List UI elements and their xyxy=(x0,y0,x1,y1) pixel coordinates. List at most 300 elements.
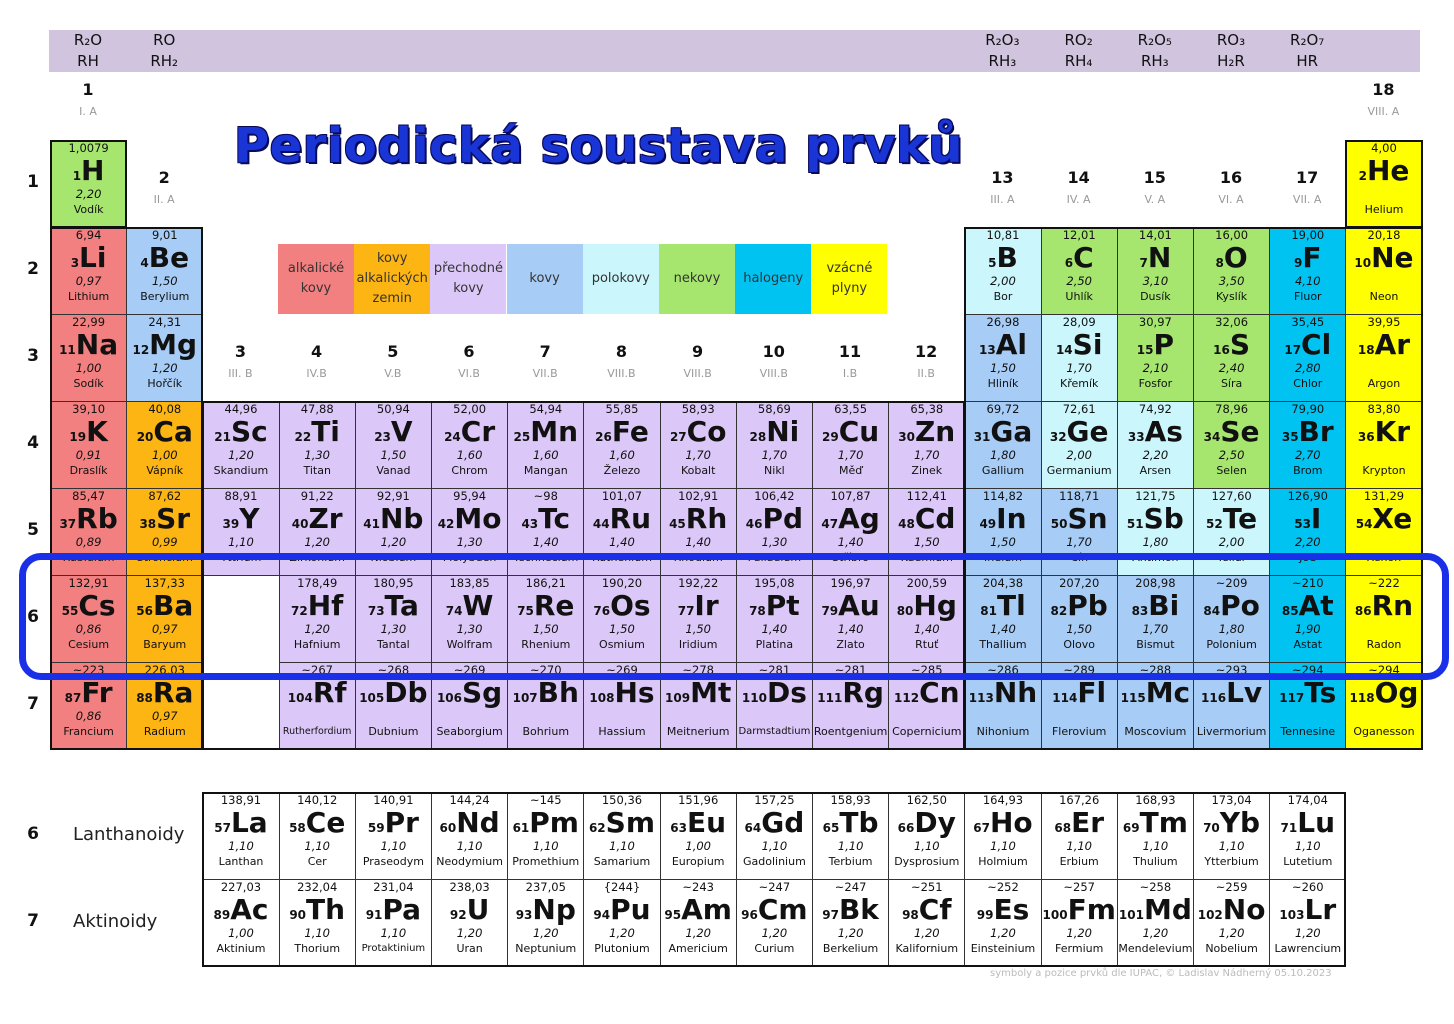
element-symbol xyxy=(356,676,431,715)
element-name: Protaktinium xyxy=(361,943,426,954)
formula-hydride: HR xyxy=(1296,52,1319,70)
atomic-mass: ~281 xyxy=(834,663,867,677)
symbol-text: Pr xyxy=(384,806,419,839)
header-formula xyxy=(1269,30,1345,72)
atomic-mass: 32,06 xyxy=(1215,315,1249,329)
atomic-mass: ~243 xyxy=(682,880,714,894)
atomic-number: 89 xyxy=(213,908,231,922)
electronegativity: 1,00 xyxy=(228,926,254,940)
element-symbol xyxy=(1118,676,1193,715)
atomic-mass: ~267 xyxy=(301,663,333,677)
symbol-text: Db xyxy=(384,676,428,709)
period-label: 2 xyxy=(27,259,39,279)
symbol-text: Co xyxy=(686,415,727,448)
atomic-number: 31 xyxy=(973,430,991,444)
symbol-text: Lv xyxy=(1226,676,1263,709)
symbol-text: Te xyxy=(1222,502,1258,535)
atomic-mass: 114,82 xyxy=(982,489,1024,503)
atomic-mass: 39,95 xyxy=(1367,315,1401,329)
atomic-mass: 207,20 xyxy=(1059,576,1100,590)
element-cell-np xyxy=(507,879,584,967)
atomic-number: 34 xyxy=(1203,430,1221,444)
atomic-mass: 40,08 xyxy=(148,402,182,416)
electronegativity: 1,00 xyxy=(685,839,711,853)
atomic-number: 39 xyxy=(222,517,240,531)
symbol-text: As xyxy=(1144,415,1183,448)
atomic-number: 100 xyxy=(1042,908,1068,922)
atomic-mass: ~270 xyxy=(529,663,562,677)
electronegativity: 1,50 xyxy=(913,535,940,549)
element-name: Krypton xyxy=(1362,464,1406,477)
symbol-text: Eu xyxy=(687,806,727,839)
group-number: 13 xyxy=(991,168,1014,187)
element-name: Bismut xyxy=(1136,638,1175,651)
atomic-number: 64 xyxy=(744,821,762,835)
electronegativity: 0,97 xyxy=(75,274,102,288)
atomic-mass: 192,22 xyxy=(678,576,719,590)
symbol-text: Cu xyxy=(838,415,880,448)
element-cell-p xyxy=(1117,314,1194,402)
group-number: 2 xyxy=(158,168,170,187)
symbol-text: Lu xyxy=(1297,806,1336,839)
element-name: Měď xyxy=(838,464,863,477)
atomic-mass: 19,00 xyxy=(1291,228,1325,242)
atomic-number: 115 xyxy=(1120,691,1146,705)
atomic-number: 75 xyxy=(517,604,534,618)
element-name: Astat xyxy=(1293,638,1323,651)
element-name: Dusík xyxy=(1140,290,1171,303)
group-roman: II.B xyxy=(917,367,935,380)
electronegativity: 1,50 xyxy=(990,361,1016,375)
symbol-text: Se xyxy=(1220,415,1260,448)
symbol-text: Pa xyxy=(382,893,422,926)
atomic-mass: 22,99 xyxy=(72,315,106,329)
element-name: Lawrencium xyxy=(1274,942,1342,955)
element-name: Radium xyxy=(143,725,186,738)
atomic-number: 105 xyxy=(359,691,385,705)
atomic-mass: 138,91 xyxy=(220,793,262,807)
atomic-number: 103 xyxy=(1279,908,1305,922)
element-name: Olovo xyxy=(1063,638,1096,651)
atomic-mass: 131,29 xyxy=(1363,489,1405,503)
formula-hydride: RH₄ xyxy=(1064,52,1093,70)
element-symbol xyxy=(661,676,736,715)
atomic-number: 77 xyxy=(677,604,695,618)
group-roman: I. A xyxy=(79,105,97,118)
atomic-number: 107 xyxy=(512,691,538,705)
symbol-text: Cn xyxy=(919,676,960,709)
formula-oxide: RO₃ xyxy=(1216,31,1246,49)
symbol-text: Nh xyxy=(993,676,1038,709)
element-name: Selen xyxy=(1216,464,1247,477)
group-roman: VIII. A xyxy=(1367,105,1400,118)
symbol-text: Gd xyxy=(761,806,805,839)
element-name: Promethium xyxy=(512,855,580,868)
atomic-number: 104 xyxy=(287,691,313,705)
atomic-number: 54 xyxy=(1355,517,1373,531)
atomic-mass: 227,03 xyxy=(220,880,262,894)
atomic-mass: 162,50 xyxy=(906,793,947,807)
symbol-text: Tb xyxy=(839,806,879,839)
atomic-mass: ~257 xyxy=(1063,880,1095,894)
symbol-text: Rb xyxy=(76,502,118,535)
atomic-number: 50 xyxy=(1050,517,1068,531)
element-name: Gadolinium xyxy=(742,855,806,868)
electronegativity: 1,10 xyxy=(304,839,330,853)
atomic-number: 92 xyxy=(449,908,467,922)
symbol-text: Yb xyxy=(1219,806,1261,839)
element-name: Křemík xyxy=(1059,377,1099,390)
electronegativity: 1,20 xyxy=(1294,926,1321,940)
element-name: Molybden xyxy=(442,551,497,564)
element-name: Livermorium xyxy=(1196,725,1267,738)
atomic-mass: 16,00 xyxy=(1215,228,1249,242)
atomic-number: 32 xyxy=(1049,430,1067,444)
element-name: Rutherfordium xyxy=(282,726,352,737)
atomic-number: 6 xyxy=(1064,256,1074,270)
electronegativity: 1,50 xyxy=(532,622,559,636)
atomic-number: 111 xyxy=(817,691,843,705)
atomic-number: 58 xyxy=(289,821,306,835)
electronegativity: 1,50 xyxy=(151,274,178,288)
element-name: Titan xyxy=(303,464,331,477)
element-cell-be xyxy=(126,227,203,315)
electronegativity: 2,00 xyxy=(1066,448,1092,462)
element-cell-eu xyxy=(660,792,737,880)
series-period: 7 xyxy=(27,911,39,931)
atomic-number: 16 xyxy=(1213,343,1230,357)
formula-oxide: R₂O₃ xyxy=(985,31,1020,49)
element-name: Tennesine xyxy=(1280,725,1336,738)
element-name: Radon xyxy=(1366,638,1402,651)
electronegativity: 1,40 xyxy=(609,535,635,549)
element-cell-h xyxy=(50,140,127,228)
element-cell-br xyxy=(1269,401,1346,489)
electronegativity: 1,20 xyxy=(228,448,254,462)
symbol-text: Sr xyxy=(156,502,191,535)
element-name: Indium xyxy=(984,551,1022,564)
group-label xyxy=(1117,168,1193,208)
element-symbol xyxy=(1042,676,1117,715)
atomic-number: 35 xyxy=(1281,430,1299,444)
symbol-text: Hf xyxy=(307,589,344,622)
atomic-number: 15 xyxy=(1136,343,1154,357)
group-label xyxy=(431,342,507,382)
group-roman: II. A xyxy=(153,193,175,206)
element-name: Fluor xyxy=(1293,290,1322,303)
symbol-text: Ti xyxy=(311,415,340,448)
atomic-mass: 173,04 xyxy=(1211,793,1252,807)
electronegativity: 1,10 xyxy=(837,839,864,853)
element-name: Kadmium xyxy=(900,551,953,564)
element-name: Fosfor xyxy=(1138,377,1173,390)
symbol-text: Cl xyxy=(1301,328,1332,361)
group-label xyxy=(964,168,1040,208)
symbol-text: Ir xyxy=(694,589,719,622)
electronegativity: 1,10 xyxy=(228,839,254,853)
atomic-number: 102 xyxy=(1197,908,1223,922)
group-number: 15 xyxy=(1143,168,1166,187)
electronegativity: 4,10 xyxy=(1294,274,1321,288)
element-name: Lutetium xyxy=(1283,855,1333,868)
atomic-mass: 50,94 xyxy=(376,402,410,416)
atomic-number: 108 xyxy=(589,691,615,705)
atomic-mass: 6,94 xyxy=(75,228,102,242)
atomic-mass: ~252 xyxy=(987,880,1019,894)
element-name: Seaborgium xyxy=(436,725,503,738)
page-title: Periodická soustava prvků xyxy=(234,118,964,174)
symbol-text: At xyxy=(1298,589,1334,622)
electronegativity: 1,20 xyxy=(532,926,559,940)
element-symbol xyxy=(1346,154,1421,193)
series-period: 6 xyxy=(27,824,39,844)
legend-item-alkaline: kovy alkalických zemin xyxy=(354,244,430,314)
period-6-highlight-frame xyxy=(19,553,1449,680)
atomic-number: 78 xyxy=(749,604,766,618)
group-label xyxy=(126,168,202,208)
symbol-text: Bi xyxy=(1148,589,1180,622)
atomic-mass: 208,98 xyxy=(1135,576,1176,590)
element-name: Roentgenium xyxy=(813,725,888,738)
atomic-mass: ~247 xyxy=(834,880,867,894)
symbol-text: La xyxy=(230,806,268,839)
symbol-text: Ds xyxy=(766,676,807,709)
electronegativity: 2,20 xyxy=(1294,535,1321,549)
atomic-number: 106 xyxy=(436,691,463,705)
element-cell-th xyxy=(279,879,356,967)
element-name: Hassium xyxy=(598,725,646,738)
element-name: Osmium xyxy=(599,638,645,651)
electronegativity: 1,80 xyxy=(1218,622,1245,636)
atomic-number: 80 xyxy=(896,604,914,618)
group-roman: IV. A xyxy=(1066,193,1091,206)
element-cell-n xyxy=(1117,227,1194,315)
atomic-mass: ~222 xyxy=(1368,576,1400,590)
element-name: Oganesson xyxy=(1353,725,1415,738)
element-name: Síra xyxy=(1220,377,1243,390)
symbol-text: Nb xyxy=(380,502,424,535)
atomic-mass: 14,01 xyxy=(1138,228,1172,242)
electronegativity: 1,20 xyxy=(1142,926,1169,940)
element-cell-li xyxy=(50,227,127,315)
electronegativity: 1,20 xyxy=(761,926,788,940)
symbol-text: Ts xyxy=(1304,676,1337,709)
symbol-text: Bk xyxy=(838,893,879,926)
atomic-number: 8 xyxy=(1215,256,1224,270)
atomic-mass: 158,93 xyxy=(830,793,871,807)
electronegativity: 1,20 xyxy=(685,926,711,940)
header-formula xyxy=(1041,30,1117,72)
electronegativity: 1,40 xyxy=(837,535,864,549)
element-name: Flerovium xyxy=(1051,725,1107,738)
symbol-text: Br xyxy=(1298,415,1334,448)
electronegativity: 0,89 xyxy=(75,535,102,549)
electronegativity: 1,70 xyxy=(1066,535,1092,549)
atomic-number: 48 xyxy=(898,517,915,531)
element-name: Thorium xyxy=(294,942,341,955)
element-cell-ho xyxy=(964,792,1041,880)
electronegativity: 1,30 xyxy=(456,535,483,549)
atomic-number: 91 xyxy=(365,908,383,922)
symbol-text: Fr xyxy=(81,676,113,709)
element-name: Samarium xyxy=(593,855,651,868)
element-name: Bor xyxy=(993,290,1013,303)
element-name: Helium xyxy=(1364,203,1404,216)
element-cell-lu xyxy=(1269,792,1346,880)
electronegativity: 1,70 xyxy=(913,448,940,462)
group-number: 4 xyxy=(311,342,323,361)
element-name: Cer xyxy=(307,855,327,868)
symbol-text: I xyxy=(1310,502,1322,535)
element-cell-es xyxy=(964,879,1041,967)
electronegativity: 0,86 xyxy=(75,622,102,636)
element-name: Nihonium xyxy=(976,725,1030,738)
period-label: 1 xyxy=(27,172,39,192)
symbol-text: Zn xyxy=(915,415,956,448)
atomic-number: 61 xyxy=(512,821,530,835)
atomic-mass: {244} xyxy=(603,880,641,894)
atomic-number: 33 xyxy=(1127,430,1145,444)
atomic-mass: ~247 xyxy=(758,880,791,894)
element-name: Arsen xyxy=(1139,464,1172,477)
electronegativity: 1,10 xyxy=(1142,839,1169,853)
atomic-number: 93 xyxy=(515,908,533,922)
element-cell-as xyxy=(1117,401,1194,489)
atomic-number: 14 xyxy=(1055,343,1073,357)
element-name: Cesium xyxy=(68,638,110,651)
element-name: Aktinium xyxy=(216,942,266,955)
symbol-text: Ta xyxy=(384,589,419,622)
element-name: Francium xyxy=(63,725,114,738)
symbol-text: Np xyxy=(532,893,576,926)
electronegativity: 1,30 xyxy=(304,448,330,462)
element-name: Technecium xyxy=(513,551,579,564)
atomic-number: 5 xyxy=(988,256,997,270)
period-label: 5 xyxy=(27,520,39,540)
atomic-mass: 9,01 xyxy=(151,228,178,242)
atomic-number: 84 xyxy=(1203,604,1221,618)
atomic-number: 73 xyxy=(367,604,385,618)
element-name: Neptunium xyxy=(515,942,577,955)
symbol-text: Cd xyxy=(914,502,956,535)
atomic-number: 49 xyxy=(979,517,997,531)
element-name: Terbium xyxy=(828,855,873,868)
element-name: Baryum xyxy=(143,638,187,651)
atomic-mass: 200,59 xyxy=(906,576,947,590)
element-name: Stříbro xyxy=(832,551,870,564)
electronegativity: 1,60 xyxy=(532,448,559,462)
group-number: 8 xyxy=(615,342,627,361)
atomic-mass: ~294 xyxy=(1291,663,1324,677)
element-name: Skandium xyxy=(213,464,269,477)
element-name: Lithium xyxy=(67,290,110,303)
atomic-mass: 54,94 xyxy=(529,402,563,416)
symbol-text: Kr xyxy=(1374,415,1411,448)
element-cell-sc xyxy=(202,401,279,489)
symbol-text: K xyxy=(86,415,108,448)
atomic-number: 3 xyxy=(70,256,80,270)
element-cell-pm xyxy=(507,792,584,880)
electronegativity: 1,80 xyxy=(990,448,1016,462)
header-formula xyxy=(1193,30,1269,72)
period-label: 7 xyxy=(27,694,39,714)
symbol-text: Ga xyxy=(990,415,1033,448)
symbol-text: Mo xyxy=(454,502,502,535)
element-cell-ar xyxy=(1345,314,1422,402)
element-name: Zinek xyxy=(911,464,943,477)
legend-item-noble: vzácné plyny xyxy=(811,244,887,314)
period-label: 6 xyxy=(27,607,39,627)
atomic-number: 82 xyxy=(1050,604,1068,618)
symbol-text: Mt xyxy=(690,676,732,709)
atomic-mass: 168,93 xyxy=(1135,793,1176,807)
symbol-text: S xyxy=(1229,328,1251,361)
atomic-number: 51 xyxy=(1126,517,1144,531)
atomic-mass: 195,08 xyxy=(754,576,795,590)
electronegativity: 0,86 xyxy=(75,709,102,723)
atomic-number: 109 xyxy=(665,691,691,705)
group-number: 7 xyxy=(539,342,551,361)
atomic-number: 96 xyxy=(741,908,758,922)
electronegativity: 1,30 xyxy=(380,622,407,636)
atomic-number: 24 xyxy=(444,430,461,444)
atomic-number: 17 xyxy=(1284,343,1302,357)
electronegativity: 0,97 xyxy=(151,622,178,636)
element-cell-zn xyxy=(888,401,965,489)
element-name: Plutonium xyxy=(594,942,650,955)
atomic-number: 21 xyxy=(214,430,231,444)
element-cell-ce xyxy=(279,792,356,880)
electronegativity: 0,99 xyxy=(151,535,178,549)
formula-oxide: RO xyxy=(153,31,176,49)
atomic-number: 66 xyxy=(897,821,915,835)
element-cell-pr xyxy=(355,792,432,880)
symbol-text: Lr xyxy=(1304,893,1337,926)
electronegativity: 1,20 xyxy=(837,926,864,940)
element-name: Ytterbium xyxy=(1204,855,1259,868)
element-name: Lanthan xyxy=(218,855,264,868)
symbol-text: Cf xyxy=(918,893,952,926)
electronegativity: 2,70 xyxy=(1294,448,1321,462)
atomic-number: 23 xyxy=(374,430,391,444)
formula-hydride: H₂R xyxy=(1217,52,1245,70)
electronegativity: 1,30 xyxy=(761,535,788,549)
electronegativity: 1,00 xyxy=(151,448,178,462)
element-name: Vanad xyxy=(376,464,411,477)
electronegativity: 1,10 xyxy=(609,839,635,853)
atomic-mass: 204,38 xyxy=(982,576,1024,590)
atomic-mass: 55,85 xyxy=(605,402,639,416)
symbol-text: Ca xyxy=(153,415,193,448)
group-label xyxy=(812,342,888,382)
symbol-text: U xyxy=(466,893,490,926)
formula-oxide: R₂O₇ xyxy=(1290,31,1325,49)
element-name: Rtuť xyxy=(915,638,939,651)
symbol-text: Nd xyxy=(456,806,500,839)
group-label xyxy=(1269,168,1345,208)
atomic-number: 55 xyxy=(61,604,79,618)
formula-hydride: RH xyxy=(77,52,99,70)
legend-item-metal: kovy xyxy=(507,244,583,314)
element-name: Europium xyxy=(671,855,725,868)
electronegativity: 1,20 xyxy=(1218,926,1245,940)
atomic-number: 59 xyxy=(367,821,385,835)
electronegativity: 1,10 xyxy=(380,839,407,853)
atomic-mass: 232,04 xyxy=(297,880,338,894)
symbol-text: Sm xyxy=(605,806,655,839)
element-cell-no xyxy=(1193,879,1270,967)
symbol-text: F xyxy=(1302,241,1322,274)
